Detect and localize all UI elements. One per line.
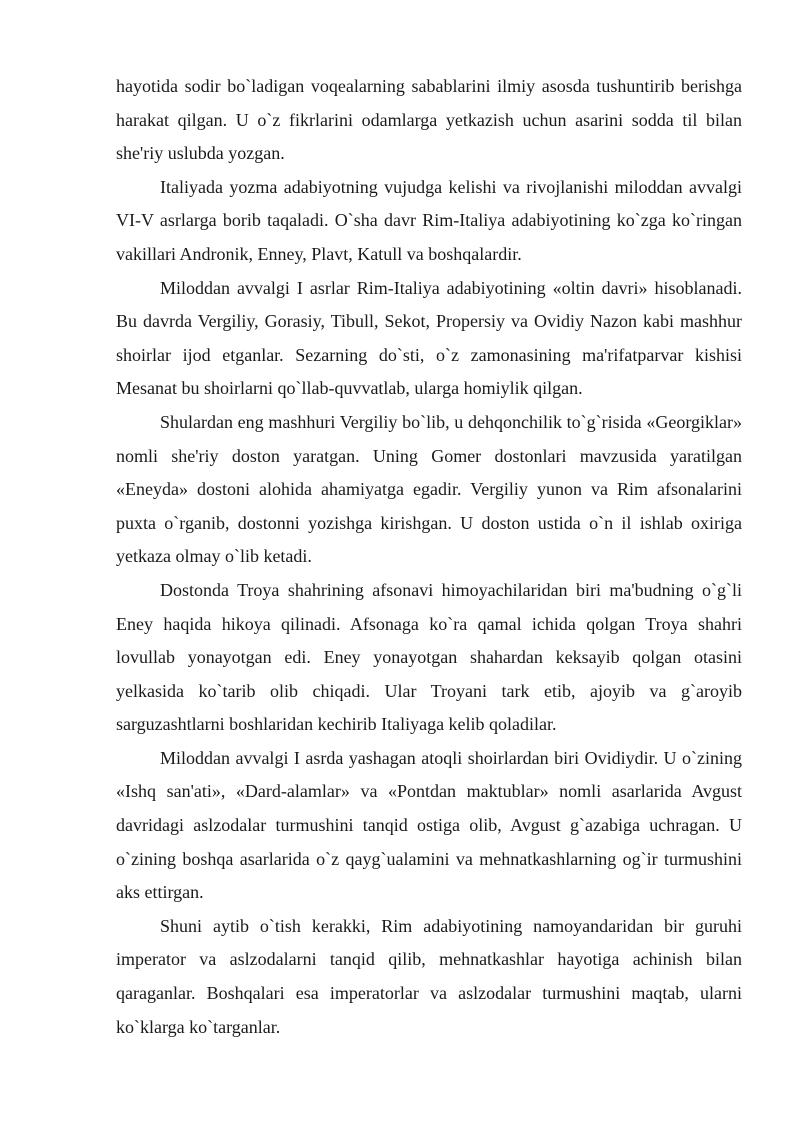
paragraph-italian-literature-origins: Italiyada yozma adabiyotning vujudga kelishi va rivojlanishi miloddan avvalgi VI-V asrlarga borib taqaladi. O`sha davr Rim-Italiya adabiyotining ko`zga ko`ringan vakillari Andronik, Enney, Plavt, Katull va boshqalardir. — [116, 176, 742, 264]
paragraph-rome-writers: Shuni aytib o`tish kerakki, Rim adabiyotining namoyandaridan bir guruhi imperator va aslzodalarni tanqid qilib, mehnatkashlar hayotiga achinish bilan qaraganlar. Boshqalari esa imperatorlar va aslzodalar turmushini maqtab, ularni ko`klarga ko`targanlar. — [116, 915, 742, 1037]
paragraph-golden-age: Miloddan avvalgi I asrlar Rim-Italiya adabiyotining «oltin davri» hisoblanadi. Bu davrda Vergiliy, Gorasiy, Tibull, Sekot, Propersiy va Ovidiy Nazon kabi mashhur shoirlar ijod etganlar. Sezarning do`sti, o`z zamonasining ma'rifatparvar kishisi Mesanat bu shoirlarni qo`llab-quvvatlab, ularga homiylik qilgan. — [116, 277, 742, 399]
document-body — [116, 70, 742, 1044]
paragraph-vergil: Shulardan eng mashhuri Vergiliy bo`lib, u dehqonchilik to`g`risida «Georgiklar» nomli she'riy doston yaratgan. Uning Gomer dostonlari mavzusida yaratilgan «Eneyda» dostoni alohida ahamiyatga egadir. Vergiliy yunon va Rim afsonalarini puxta o`rganib, dostonni yozishga kirishgan. U doston ustida o`n il ishlab oxiriga yetkaza olmay o`lib ketadi. — [116, 411, 742, 567]
paragraph-ovid: Miloddan avvalgi I asrda yashagan atoqli shoirlardan biri Ovidiydir. U o`zining «Ishq san'ati», «Dard-alamlar» va «Pontdan maktublar» nomli asarlarida Avgust davridagi aslzodalar turmushini tanqid ostiga olib, Avgust g`azabiga uchragan. U o`zining boshqa asarlarida o`z qayg`ualamini va mehnatkashlarning og`ir turmushini aks ettirgan. — [116, 747, 742, 903]
paragraph-aeneid-story: Dostonda Troya shahrining afsonavi himoyachilaridan biri ma'budning o`g`li Eney haqida hikoya qilinadi. Afsonaga ko`ra qamal ichida qolgan Troya shahri lovullab yonayotgan edi. Eney yonayotgan shahardan keksayib qolgan otasini yelkasida ko`tarib olib chiqadi. Ular Troyani tark etib, ajoyib va g`aroyib sarguzashtlarni boshlaridan kechirib Italiyaga kelib qoladilar. — [116, 579, 742, 735]
paragraph-continuation: hayotida sodir bo`ladigan voqealarning sabablarini ilmiy asosda tushuntirib berishga harakat qilgan. U o`z fikrlarini odamlarga yetkazish uchun asarini sodda til bilan she'riy uslubda yozgan. — [116, 76, 742, 164]
